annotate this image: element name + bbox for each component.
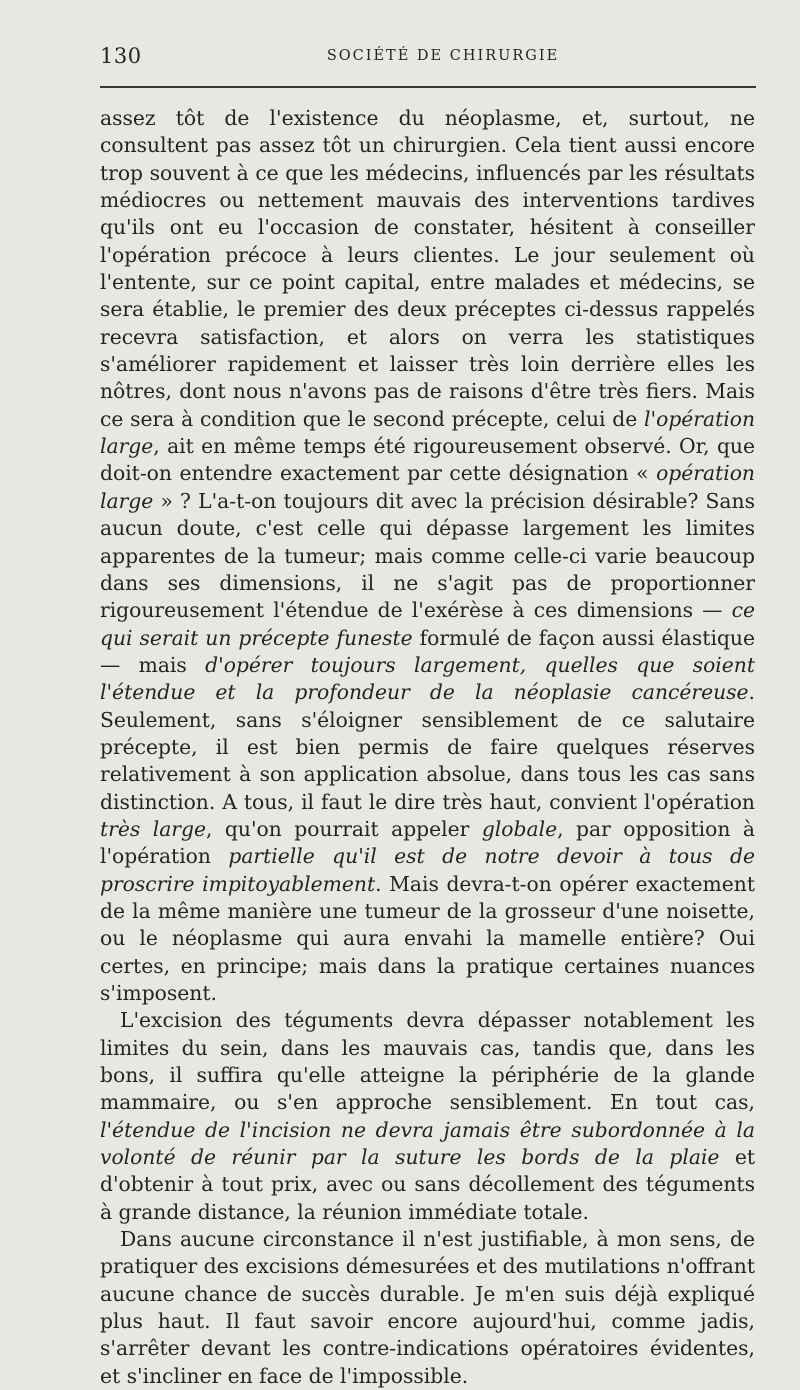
text-run: . Mais devra-t-on opérer exactement de la même manière une tumeur de la grosseur d'une noisette, ou le néoplasme qui aura envahi la mamelle entière? Oui certes, en principe; mais dans la pratique certaines nuances s'imposent.: [100, 871, 756, 1005]
paragraph-1: [100, 105, 755, 1007]
running-title: SOCIÉTÉ DE CHIRURGIE: [326, 48, 560, 64]
italic-run: opération large: [100, 461, 755, 513]
paragraph-2: [100, 1007, 755, 1226]
text-run: » ? L'a-t-on toujours dit avec la précision désirable? Sans aucun doute, c'est celle qui dépasse largement les limites apparentes de la tumeur; mais comme celle-ci varie beaucoup dans ses dimensions, il ne s'agit pas de proportionner rigoureusement l'étendue de l'exérèse à ces dimensions —: [100, 488, 755, 623]
text-run: Dans aucune circonstance il n'est justifiable, à mon sens, de pratiquer des excisions démesurées et des mutilations n'offrant aucune chance de succès durable. Je m'en suis déjà expliqué plus haut. Il faut savoir encore aujourd'hui, comme jadis, s'arrêter devant les contre-indications opératoires évidentes, et s'incliner en face de l'impossible.: [100, 1227, 755, 1388]
text-run: , par opposition à l'opération: [100, 816, 755, 869]
header-rule: [100, 86, 756, 88]
italic-run: l'étendue de l'incision ne devra jamais être subordonnée à la volonté de réunir par la suture les bords de la plaie: [100, 1117, 755, 1170]
italic-run: globale: [481, 816, 558, 841]
body-text: [100, 105, 755, 1390]
text-run: . Seulement, sans s'éloigner sensiblement de ce salutaire précepte, il est bien permis de faire quelques réserves relativement à son application absolue, dans tous les cas sans distinction. A tous, il faut le dire très haut, convient l'opération: [100, 680, 755, 814]
text-run: formulé de façon aussi élastique — mais: [100, 625, 755, 677]
text-run: L'excision des téguments devra dépasser notablement les limites du sein, dans les mauvais cas, tandis que, dans les bons, il suffira qu'elle atteigne la périphérie de la glande mammaire, ou s'en approche sensiblement. En tout cas,: [100, 1008, 755, 1115]
italic-run: l'opération large: [100, 406, 755, 459]
page-number: 130: [100, 44, 142, 68]
page-header: [100, 44, 756, 72]
text-run: , ait en même temps été rigoureusement observé. Or, que doit-on entendre exactement par cette désignation «: [100, 434, 755, 486]
text-run: , qu'on pourrait appeler: [205, 816, 482, 841]
italic-run: d'opérer toujours largement, quelles que soient l'étendue et la profondeur de la néoplasie cancéreuse: [100, 652, 755, 705]
text-run: assez tôt de l'existence du néoplasme, et, surtout, ne consultent pas assez tôt un chirurgien. Cela tient aussi encore trop souvent à ce que les médecins, influencés par les résultats médiocres ou nettement mauvais des interventions tardives qu'ils ont eu l'occasion de constater, hésitent à conseiller l'opération précoce à leurs clientes. Le jour seulement où l'entente, sur ce point capital, entre malades et médecins, se sera établie, le premier des deux préceptes ci-dessus rappelés recevra satisfaction, et alors on verra les statistiques s'améliorer rapidement et laisser très loin derrière elles les nôtres, dont nous n'avons pas de raisons d'être très fiers. Mais ce sera à condition que le second précepte, celui de: [100, 106, 755, 431]
italic-run: partielle qu'il est de notre devoir à tous de proscrire impitoyablement: [100, 844, 755, 896]
italic-run: très large: [100, 816, 206, 841]
text-run: et d'obtenir à tout prix, avec ou sans décollement des téguments à grande distance, la réunion immédiate totale.: [100, 1145, 755, 1224]
italic-run: ce qui serait un précepte funeste: [100, 598, 755, 650]
paragraph-3: [100, 1226, 755, 1390]
